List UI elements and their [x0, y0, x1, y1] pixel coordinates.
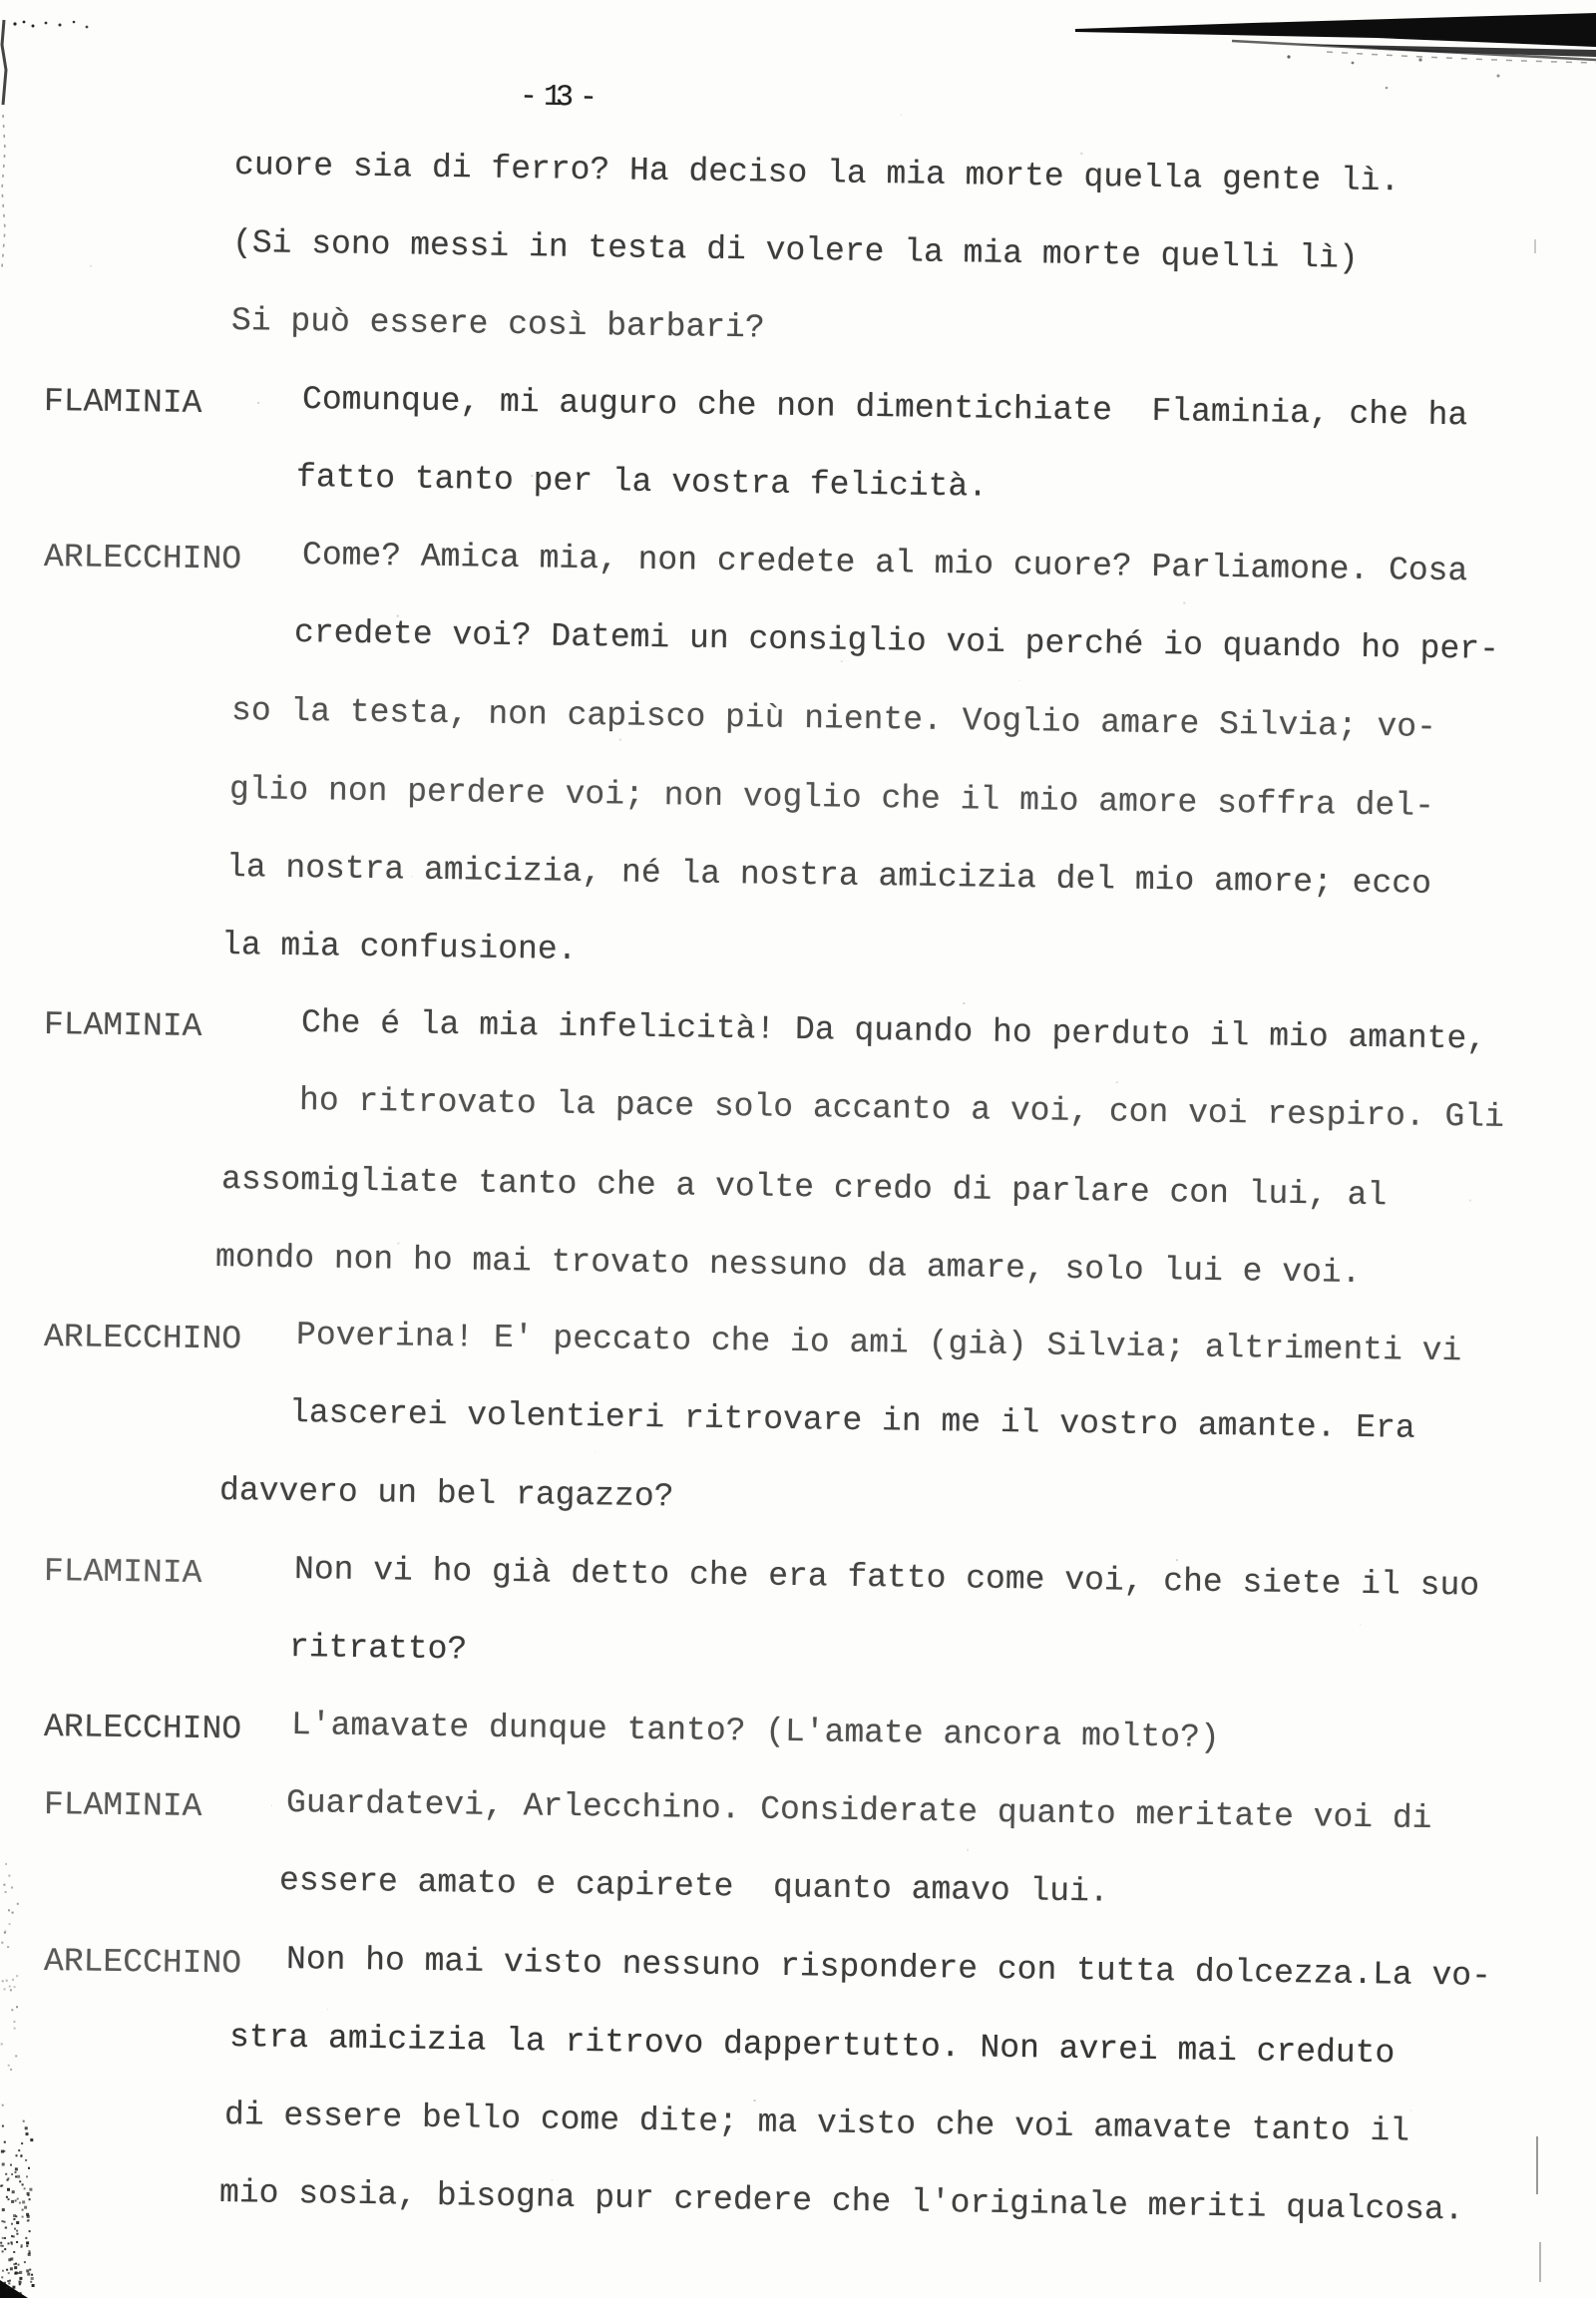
- dialogue-line: L'amavate dunque tanto? (L'amate ancora molto?): [290, 1707, 1220, 1756]
- dialogue-line: Come? Amica mia, non credete al mio cuore? Parliamone. Cosa: [301, 537, 1468, 590]
- dialogue-line: credete voi? Datemi un consiglio voi perché io quando ho per-: [293, 614, 1500, 668]
- speaker-label: ARLECCHINO: [43, 1943, 242, 1983]
- page-number: - 13 -: [519, 80, 593, 116]
- speaker-label: FLAMINIA: [43, 1006, 202, 1045]
- dialogue-line: Guardatevi, Arlecchino. Considerate quanto meritate voi di: [285, 1784, 1432, 1838]
- dialogue-line: Non vi ho già detto che era fatto come voi, che siete il suo: [293, 1551, 1480, 1605]
- dialogue-line: glio non perdere voi; non voglio che il mio amore soffra del-: [228, 771, 1435, 825]
- dialogue-line: so la testa, non capisco più niente. Voglio amare Silvia; vo-: [230, 692, 1437, 746]
- dialogue-line: ho ritrovato la pace solo accanto a voi, con voi respiro. Gli: [298, 1082, 1505, 1136]
- dialogue-line: la nostra amicizia, né la nostra amicizia del mio amore; ecco: [225, 849, 1432, 903]
- dialogue-line: Non ho mai visto nessuno rispondere con tutta dolcezza.La vo-: [285, 1941, 1492, 1995]
- dialogue-line: lascerei volentieri ritrovare in me il vostro amante. Era: [288, 1394, 1415, 1447]
- speaker-label: ARLECCHINO: [43, 1709, 242, 1748]
- dialogue-line: di essere bello come dite; ma visto che voi amavate tanto il: [223, 2097, 1410, 2150]
- dialogue-line: la mia confusione.: [220, 927, 578, 968]
- dialogue-line: Si può essere così barbari?: [230, 302, 765, 347]
- dialogue-line: (Si sono messi in testa di volere la mia morte quelli lì): [231, 224, 1359, 277]
- dialogue-line: mondo non ho mai trovato nessuno da amare, solo lui e voi.: [214, 1239, 1362, 1293]
- dialogue-line: assomigliate tanto che a volte credo di parlare con lui, al: [220, 1161, 1388, 1215]
- dialogue-line: Che é la mia infelicità! Da quando ho perduto il mio amante,: [300, 1004, 1487, 1058]
- speaker-label: FLAMINIA: [43, 383, 202, 422]
- dialogue-line: fatto tanto per la vostra felicità.: [295, 459, 989, 506]
- dialogue-line: essere amato e capirete quanto amavo lui.: [278, 1862, 1109, 1911]
- dialogue-line: cuore sia di ferro? Ha deciso la mia morte quella gente lì.: [233, 147, 1400, 200]
- dialogue-line: Comunque, mi auguro che non dimentichiate Flaminia, che ha: [301, 381, 1468, 435]
- speaker-label: FLAMINIA: [43, 1786, 202, 1825]
- dialogue-line: davvero un bel ragazzo?: [218, 1472, 674, 1516]
- dialogue-line: Poverina! E' peccato che io ami (già) Silvia; altrimenti vi: [295, 1317, 1462, 1370]
- dialogue-line: mio sosia, bisogna pur credere che l'originale meriti qualcosa.: [218, 2174, 1464, 2229]
- dialogue-line: stra amicizia la ritrovo dappertutto. Non avrei mai creduto: [228, 2019, 1396, 2073]
- speaker-label: ARLECCHINO: [43, 1319, 242, 1358]
- dialogue-line: ritratto?: [288, 1629, 468, 1669]
- speaker-label: ARLECCHINO: [43, 539, 242, 578]
- speaker-label: FLAMINIA: [43, 1553, 202, 1592]
